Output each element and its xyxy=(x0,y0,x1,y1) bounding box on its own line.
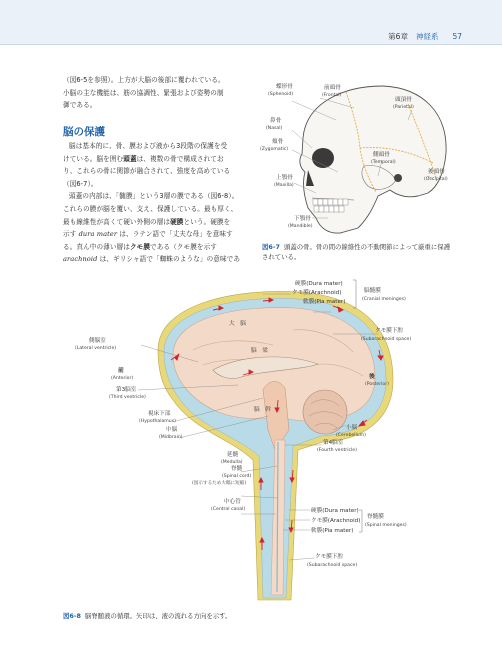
text-line: けている。脳を囲む頭蓋は、複数の骨で構成されてお xyxy=(63,154,224,163)
text-line: （図6-7）。 xyxy=(63,179,98,188)
label-central-canal-en: (Central canal) xyxy=(211,507,246,512)
latin-arachnoid: arachnoid xyxy=(63,255,98,264)
label-lateral-ventricle: 側脳室 xyxy=(89,338,106,344)
label-subarachnoid-en: (Subarachnoid space) xyxy=(361,337,412,342)
label-zygomatic-en: (Zygomatic) xyxy=(260,147,289,152)
label-corpus-callosum: 脳 梁 xyxy=(251,348,268,354)
label-cerebellum-en: (Cerebellum) xyxy=(336,433,366,438)
label-midbrain-en: (Midbrain) xyxy=(159,435,183,440)
label-temporal-en: (Temporal) xyxy=(371,160,396,165)
label-maxilla: 上顎骨 xyxy=(276,175,293,181)
text-line: り、これらの骨に関節が融合されて、強度を高めている xyxy=(63,167,231,176)
label-subarachnoid: クモ膜下腔 xyxy=(375,328,403,334)
label-hypothalamus: 視床下部 xyxy=(148,411,171,417)
label-occipital: 後頭骨 xyxy=(428,169,445,175)
latin-dura-mater: dura mater xyxy=(78,230,118,239)
label-brainstem: 脳 幹 xyxy=(254,407,271,413)
label-third-ventricle: 第3脳室 xyxy=(116,387,137,393)
label-mandible-en: (Mandible) xyxy=(288,224,313,229)
text-line: る。真ん中の薄い層はクモ膜である（クモ膜を示す xyxy=(63,242,217,251)
chapter-label: 第6章 xyxy=(388,32,408,41)
label-anterior-en: (Anterior) xyxy=(111,376,134,381)
section-heading: 脳の保護 xyxy=(63,126,105,138)
label-posterior: 後 xyxy=(369,374,375,380)
label-anterior: 前 xyxy=(118,368,124,374)
label-spinal-meninges: 脊髄膜 xyxy=(367,514,384,520)
text-line: 最も線維性が高くて硬い外側の層は硬膜という。硬膜を xyxy=(63,217,231,226)
label-cranial-meninges: 脳髄膜 xyxy=(364,288,381,294)
section-label: 神経系 xyxy=(415,32,439,41)
label-parietal: 頭頂骨 xyxy=(395,97,412,103)
label-medulla-en: (Medulla) xyxy=(221,460,243,465)
page-number: 57 xyxy=(452,32,462,41)
figure-7-caption xyxy=(262,243,452,262)
label-parietal-en: (Parietal) xyxy=(393,105,414,110)
label-spinal-cord-en: (Spinal cord) xyxy=(222,474,252,479)
figure-8-caption xyxy=(63,612,443,622)
label-nasal-en: (Nasal) xyxy=(266,126,283,131)
label-subarachnoid-spinal: クモ膜下腔 xyxy=(315,554,343,560)
label-maxilla-en: (Maxilla) xyxy=(274,183,294,188)
label-central-canal: 中心管 xyxy=(224,499,241,505)
label-subarachnoid-spinal-en: (Subarachnoid space) xyxy=(307,563,358,568)
text-line: 頭蓋の内部は、「髄膜」という3層の膜である（図6-8）。 xyxy=(69,192,239,201)
label-temporal: 側頭骨 xyxy=(373,152,390,158)
label-frontal-en: (Frontal) xyxy=(322,93,342,98)
label-zygomatic: 頬骨 xyxy=(272,139,284,145)
figure-8-number: 図6-8 xyxy=(63,612,81,620)
page-header xyxy=(0,0,502,45)
text-line: 脳は基本的に、骨、膜および液から3段階の保護を受 xyxy=(69,142,228,150)
label-dura-spinal: 硬膜(Dura mater) xyxy=(311,508,359,514)
label-posterior-en: (Posterior) xyxy=(365,382,389,387)
figure-8-text: 脳脊髄液の循環。矢印は、液の流れる方向を示す。 xyxy=(84,612,232,620)
text-line: （図6-5を参照）。上方が大脳の後部に覆われている。 xyxy=(63,76,225,84)
csf-figure xyxy=(63,270,443,610)
label-occipital-en: (Occipital) xyxy=(424,177,448,182)
paragraph-intro xyxy=(63,74,257,112)
figure-7-number: 図6-7 xyxy=(262,243,280,251)
running-head xyxy=(388,31,462,42)
label-cerebellum: 小脳 xyxy=(346,425,358,431)
label-nasal: 鼻骨 xyxy=(270,118,282,124)
label-sphenoid-en: (Sphenoid) xyxy=(268,92,294,97)
text-line: これらの膜が脳を覆い、支え、保護している。最も厚く、 xyxy=(63,204,238,213)
label-spinal-note: (図示するため大幅に短縮) xyxy=(192,481,247,486)
term-cranium: 頭蓋 xyxy=(123,154,137,163)
label-cerebrum: 大 脳 xyxy=(229,321,246,327)
label-medulla: 延髄 xyxy=(227,452,239,458)
label-hypothalamus-en: (Hypothalamus) xyxy=(139,419,176,424)
label-mandible: 下顎骨 xyxy=(294,216,311,222)
skull-figure xyxy=(258,68,468,243)
label-cranial-meninges-en: (Cranial meninges) xyxy=(362,297,406,302)
label-pia: 軟膜(Pia mater) xyxy=(303,299,346,305)
text-line: 御である。 xyxy=(63,101,97,110)
term-arachnoid: クモ膜 xyxy=(129,242,151,251)
label-midbrain: 中脳 xyxy=(166,427,178,433)
label-sphenoid: 蝶形骨 xyxy=(276,84,293,90)
label-arachnoid: クモ膜(Arachnoid) xyxy=(292,290,342,296)
label-fourth-ventricle-en: (Fourth ventricle) xyxy=(317,448,357,453)
paragraph-protection xyxy=(63,140,257,266)
label-pia-spinal: 軟膜(Pia mater) xyxy=(311,528,354,534)
label-lateral-ventricle-en: (Lateral ventricle) xyxy=(75,346,117,351)
text-line: 小脳の主な機能は、筋の協調性、緊張および姿勢の制 xyxy=(63,88,224,97)
label-fourth-ventricle: 第4脳室 xyxy=(323,440,344,446)
label-arachnoid-spinal: クモ膜(Arachnoid) xyxy=(311,518,361,524)
label-dura: 硬膜(Dura mater) xyxy=(295,281,343,287)
text-line: arachnoid は、ギリシャ語で「蜘蛛のような」の意味であ xyxy=(63,255,241,264)
label-spinal-meninges-en: (Spinal meninges) xyxy=(365,523,407,528)
label-frontal: 前頭骨 xyxy=(324,85,341,91)
label-third-ventricle-en: (Third ventricle) xyxy=(109,395,146,400)
label-spinal-cord: 脊髄 xyxy=(231,466,243,472)
figure-7-text: 頭蓋の骨。骨の間の線維性の不動関節によって厳重に保護されている。 xyxy=(262,243,451,261)
text-line: 示す dura mater は、ラテン語で「丈夫な母」を意味す xyxy=(63,230,233,239)
term-dura: 硬膜 xyxy=(170,217,184,226)
